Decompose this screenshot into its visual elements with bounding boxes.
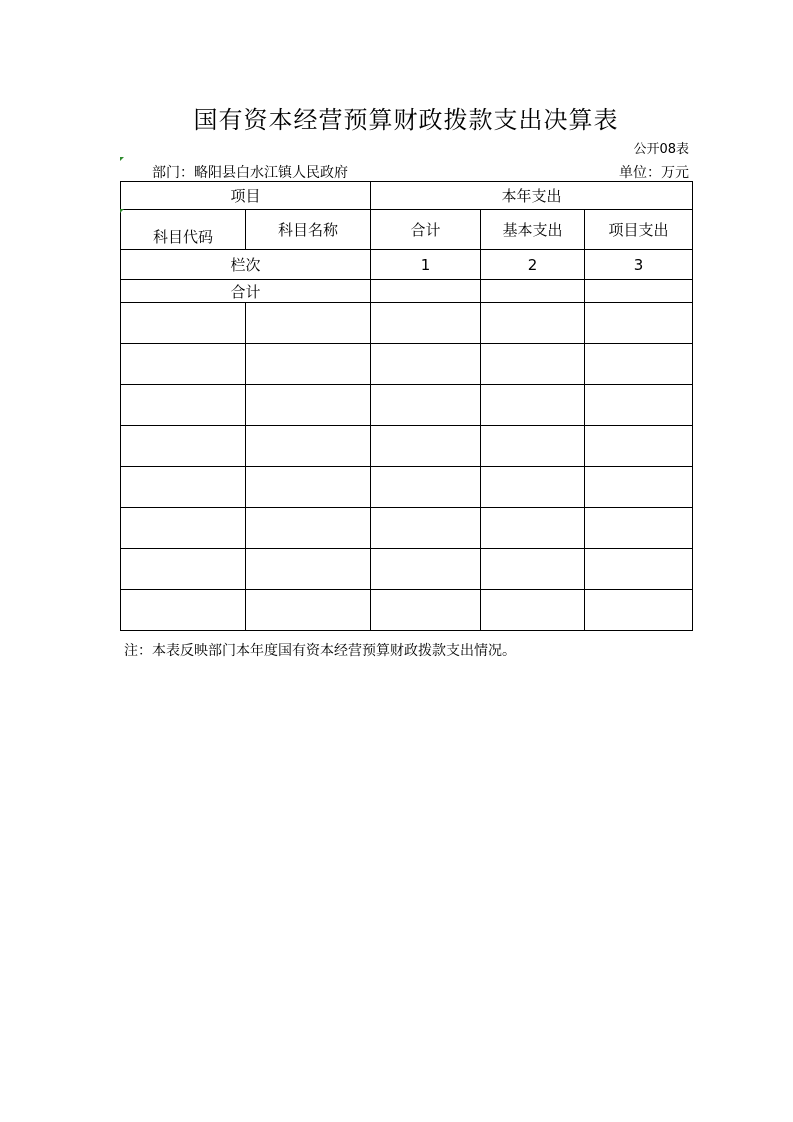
table-cell xyxy=(121,344,246,385)
cell-comment-marker xyxy=(120,209,124,213)
col-basic: 基本支出 xyxy=(481,210,585,250)
table-cell xyxy=(585,508,693,549)
table-cell xyxy=(585,426,693,467)
table-cell xyxy=(481,467,585,508)
table-cell xyxy=(246,549,371,590)
table-cell xyxy=(585,467,693,508)
table-cell xyxy=(371,549,481,590)
table-cell xyxy=(481,549,585,590)
table-cell xyxy=(121,426,246,467)
table-cell xyxy=(481,426,585,467)
table-cell xyxy=(481,508,585,549)
table-cell xyxy=(371,344,481,385)
table-note: 注：本表反映部门本年度国有资本经营预算财政拨款支出情况。 xyxy=(124,643,516,659)
table-cell xyxy=(121,385,246,426)
table-cell xyxy=(246,385,371,426)
table-cell xyxy=(371,590,481,631)
table-cell xyxy=(246,467,371,508)
header-item: 项目 xyxy=(121,182,371,210)
col-index-1: 1 xyxy=(371,250,481,280)
expenditure-table xyxy=(120,181,693,631)
table-cell xyxy=(585,385,693,426)
table-cell xyxy=(246,303,371,344)
total-cell xyxy=(481,280,585,303)
table-cell xyxy=(481,344,585,385)
table-cell xyxy=(371,508,481,549)
row-total-label: 合计 xyxy=(121,280,371,303)
col-index-3: 3 xyxy=(585,250,693,280)
table-row xyxy=(121,590,693,631)
report-title: 国有资本经营预算财政拨款支出决算表 xyxy=(193,106,619,134)
table-row xyxy=(121,344,693,385)
table-cell xyxy=(371,385,481,426)
form-code: 公开08表 xyxy=(633,142,689,157)
table-cell xyxy=(246,426,371,467)
total-cell xyxy=(585,280,693,303)
table-cell xyxy=(481,385,585,426)
col-subject-name: 科目名称 xyxy=(246,210,371,250)
cell-comment-marker xyxy=(120,157,124,161)
table-row xyxy=(121,303,693,344)
table-cell xyxy=(371,303,481,344)
unit-label: 单位：万元 xyxy=(619,165,689,181)
col-subject-code: 科目代码 xyxy=(121,210,246,250)
table-cell xyxy=(371,467,481,508)
table-cell xyxy=(585,549,693,590)
table-cell xyxy=(121,590,246,631)
table-cell xyxy=(585,344,693,385)
table-row xyxy=(121,385,693,426)
table-row xyxy=(121,549,693,590)
total-cell xyxy=(371,280,481,303)
table-cell xyxy=(246,508,371,549)
header-current-year: 本年支出 xyxy=(371,182,693,210)
table-cell xyxy=(371,426,481,467)
row-column-index-label: 栏次 xyxy=(121,250,371,280)
col-total: 合计 xyxy=(371,210,481,250)
col-index-2: 2 xyxy=(481,250,585,280)
table-cell xyxy=(246,590,371,631)
table-cell xyxy=(121,508,246,549)
table-cell xyxy=(585,303,693,344)
col-project: 项目支出 xyxy=(585,210,693,250)
table-row xyxy=(121,467,693,508)
table-cell xyxy=(246,344,371,385)
table-row xyxy=(121,426,693,467)
table-row xyxy=(121,508,693,549)
department-label: 部门：略阳县白水江镇人民政府 xyxy=(152,165,348,181)
table-cell xyxy=(481,590,585,631)
table-cell xyxy=(121,303,246,344)
table-cell xyxy=(121,549,246,590)
table-cell xyxy=(481,303,585,344)
table-cell xyxy=(121,467,246,508)
table-cell xyxy=(585,590,693,631)
